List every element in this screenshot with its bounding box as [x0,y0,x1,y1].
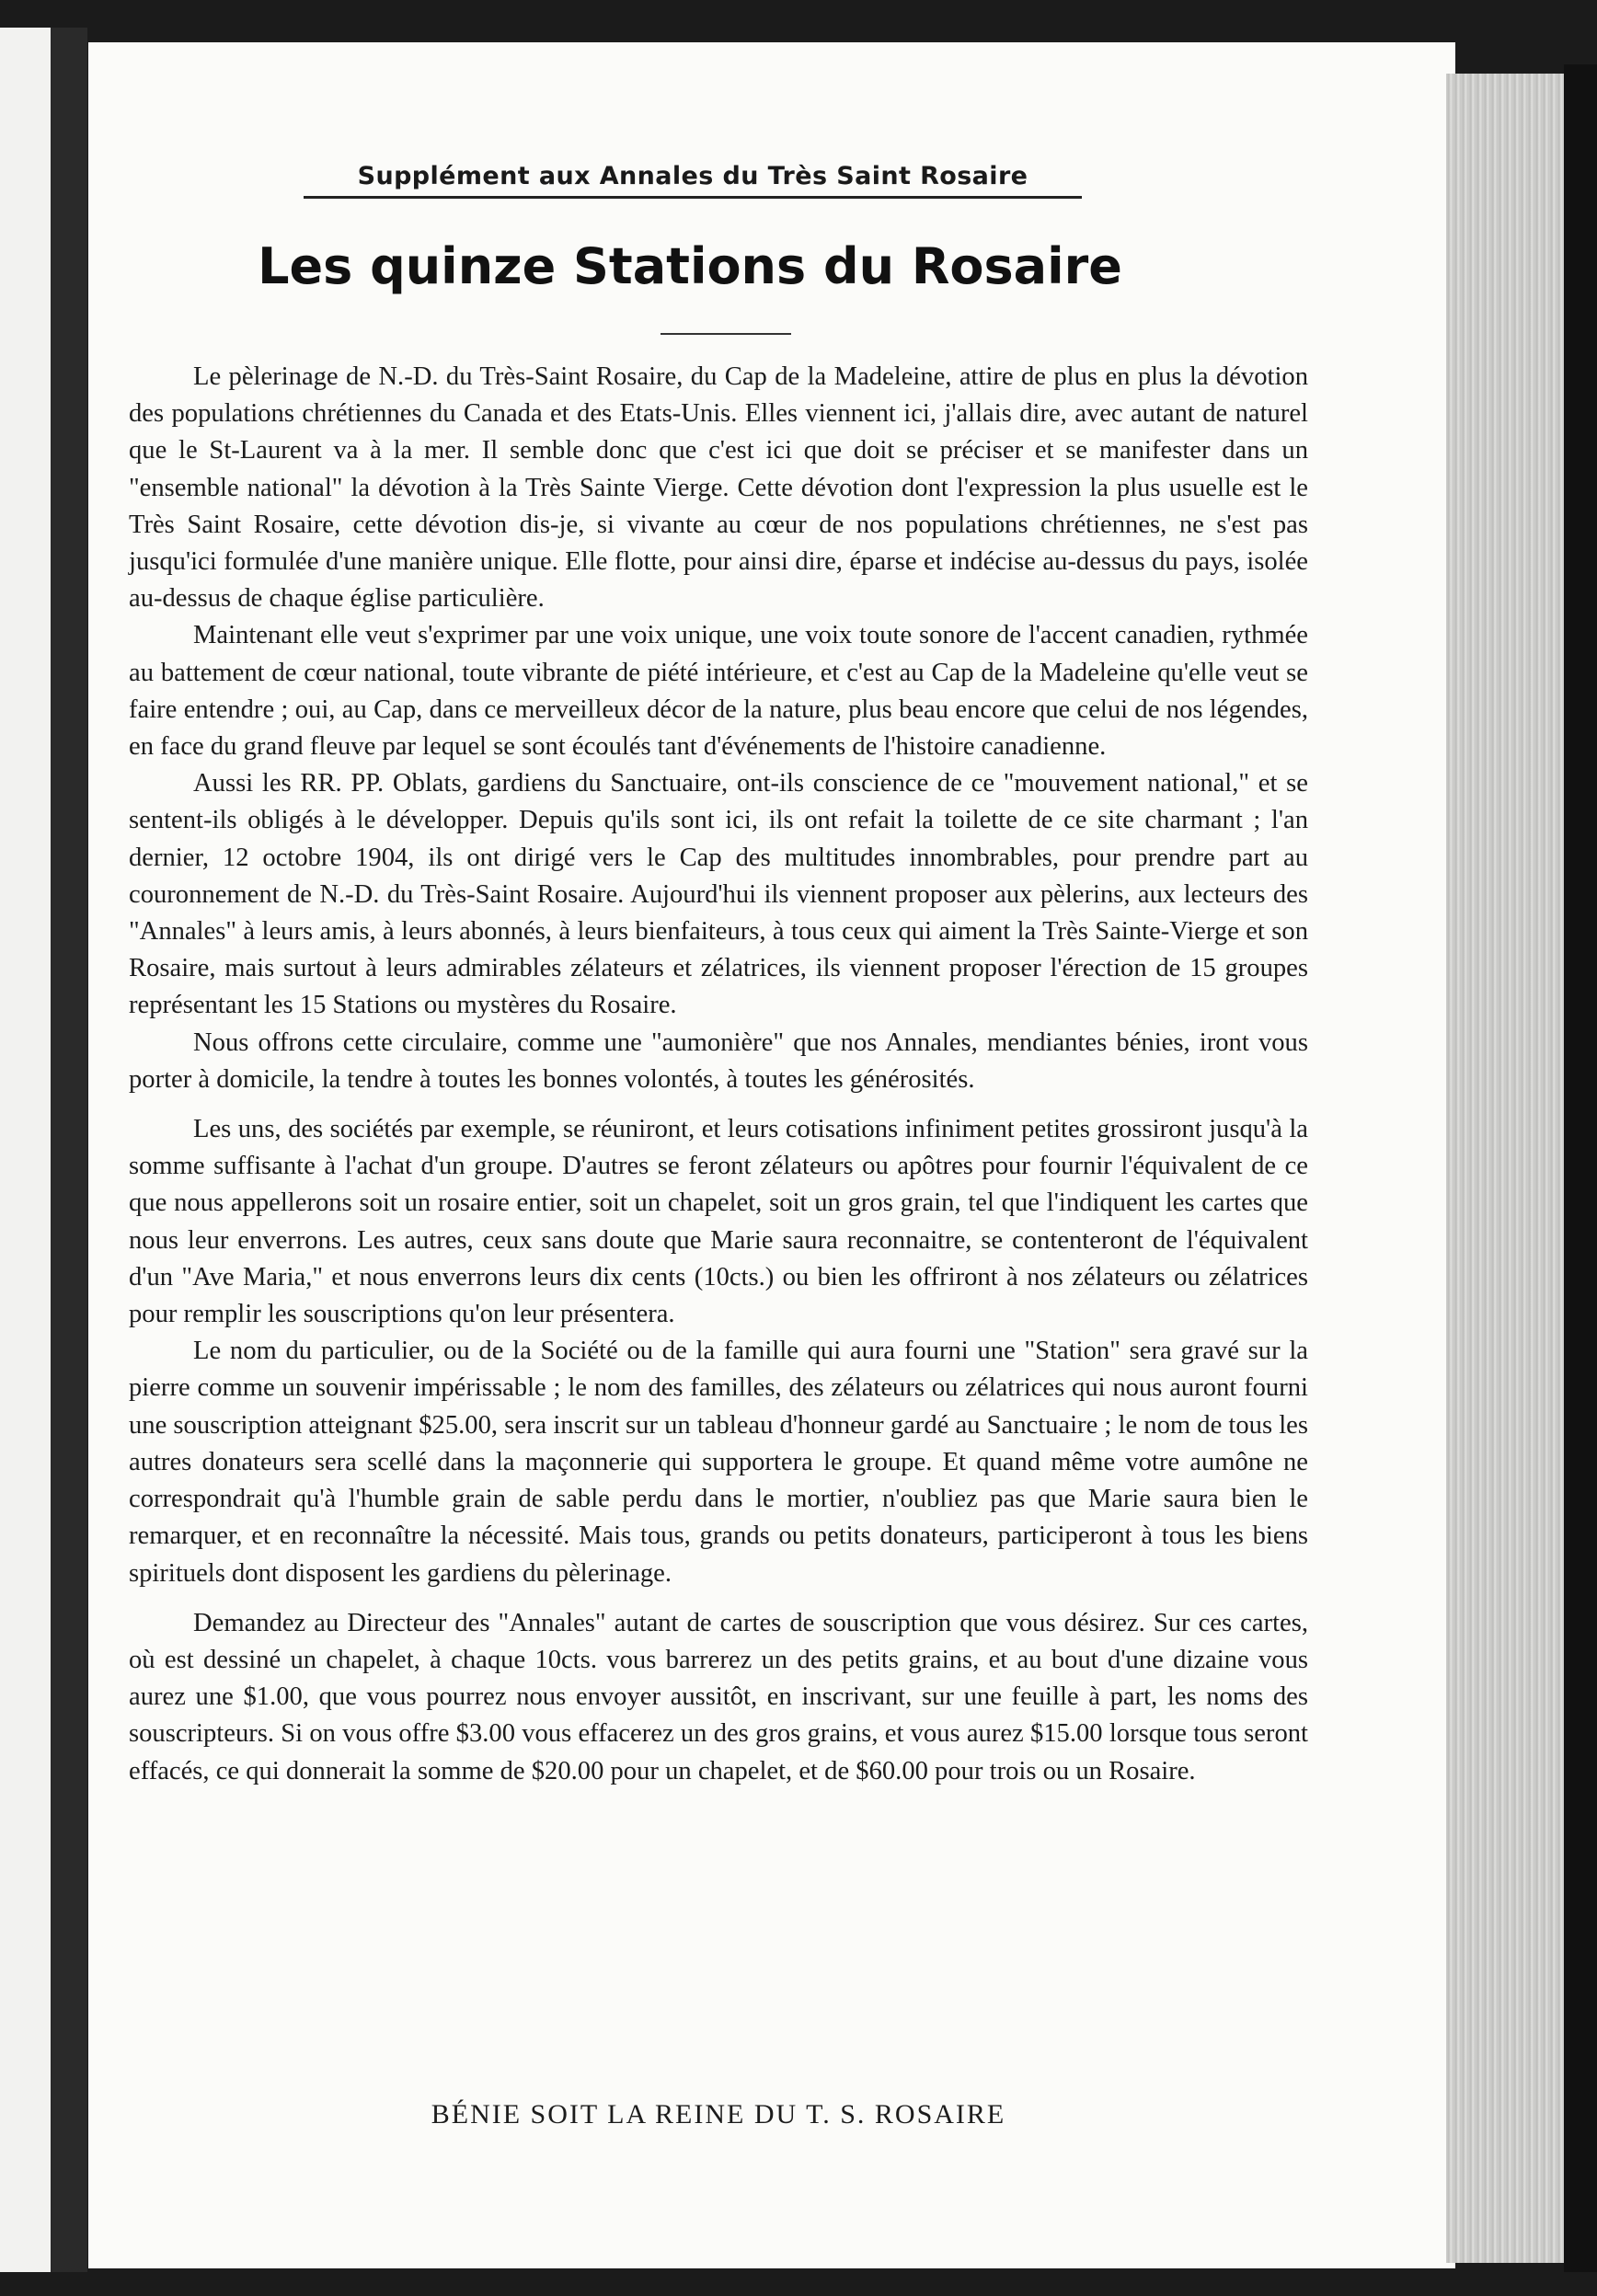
gutter-shadow [51,28,87,2272]
paragraph: Maintenant elle veut s'exprimer par une voix unique, une voix toute sonore de l'accent canadien, rythmée au battement de cœur national, toute vibrante de piété intérieure, et c'est au Cap de la Madeleine qu'elle veut se faire entendre ; oui, au Cap, dans ce merveilleux décor de la nature, plus beau encore que celui de nos légendes, en face du grand fleuve par lequel se sont écoulés tant d'événements de l'histoire canadienne. [129,621,1308,762]
page-stack-edge [1446,74,1566,2263]
paragraph: Les uns, des sociétés par exemple, se réuniront, et leurs cotisations infiniment petites grossiront jusqu'à la somme suffisante à l'achat d'un groupe. D'autres se feront zélateurs ou apôtres pour fournir l'équivalent de ce que nous appellerons soit un rosaire entier, soit un chapelet, soit un gros grain, tel que l'indiquent les cartes que nous leur enverrons. Les autres, ceux sans doute que Marie saura reconnaitre, se contenteront de l'équivalent d'un "Ave Maria," et nous enverrons leurs dix cents (10cts.) ou bien les offriront à nos zélateurs ou zélatrices pour remplir les souscriptions qu'on leur présentera. [129,1115,1308,1329]
paragraph: Nous offrons cette circulaire, comme une "aumonière" que nos Annales, mendiantes bénies, iront vous porter à domicile, la tendre à toutes les bonnes volontés, à toutes les générosités. [129,1027,1308,1094]
paragraph: Aussi les RR. PP. Oblats, gardiens du Sanctuaire, ont-ils conscience de ce "mouvement national," et se sentent-ils obligés à le développer. Depuis qu'ils sont ici, ils ont refait la toilette de ce site charmant ; l'an dernier, 12 octobre 1904, ils ont dirigé vers le Cap des multitudes innombrables, pour prendre part au couronnement de N.-D. du Très-Saint Rosaire. Aujourd'hui ils viennent proposer aux pèlerins, aux lecteurs des "Annales" à leurs amis, à leurs abonnés, à leurs bienfaiteurs, à tous ceux qui aiment la Très Sainte-Vierge et son Rosaire, mais surtout à leurs admirables zélateurs et zélatrices, ils viennent proposer l'érection de 15 groupes représentant les 15 Stations ou mystères du Rosaire. [129,769,1308,1020]
paragraph: Demandez au Directeur des "Annales" autant de cartes de souscription que vous désirez. Sur ces cartes, où est dessiné un chapelet, à chaque 10cts. vous barrerez un des petits grains, et au bout d'une dizaine vous aurez une $1.00, que vous pourrez nous envoyer aussitôt, en inscrivant, sur une feuille à part, les noms des souscripteurs. Si on vous offre $3.00 vous effacerez un des gros grains, et vous aurez $15.00 lorsque tous seront effacés, ce qui donnerait la somme de $20.00 pour un chapelet, et de $60.00 pour trois ou un Rosaire. [129,1608,1308,1785]
title-rule [661,333,791,335]
page-title: Les quinze Stations du Rosaire [258,237,1122,295]
body-text [129,359,1308,1790]
running-header: Supplément aux Annales du Très Saint Rosaire [304,162,1082,199]
closing-line: BÉNIE SOIT LA REINE DU T. S. ROSAIRE [431,2099,1006,2130]
paragraph: Le pèlerinage de N.-D. du Très-Saint Rosaire, du Cap de la Madeleine, attire de plus en plus la dévotion des populations chrétiennes du Canada et des Etats-Unis. Elles viennent ici, j'allais dire, avec autant de naturel que le St-Laurent va à la mer. Il semble donc que c'est ici que doit se préciser et se manifester dans un "ensemble national" la dévotion à la Très Sainte Vierge. Cette dévotion dont l'expression la plus usuelle est le Très Saint Rosaire, cette dévotion dis-je, si vivante au cœur de nos populations chrétiennes, ne s'est pas jusqu'ici formulée d'une manière unique. Elle flotte, pour ainsi dire, éparse et indécise au-dessus du pays, isolée au-dessus de chaque église particulière. [129,362,1308,614]
background-edge [1564,64,1597,2272]
paragraph: Le nom du particulier, ou de la Société ou de la famille qui aura fourni une "Station" sera gravé sur la pierre comme un souvenir impérissable ; le nom des familles, des zélateurs ou zélatrices qui nous auront fourni une souscription atteignant $25.00, sera inscrit sur un tableau d'honneur gardé au Sanctuaire ; le nom de tous les autres donateurs sera scellé dans la maçonnerie qui supportera le groupe. Et quand même votre aumône ne correspondrait qu'à l'humble grain de sable perdu dans le mortier, n'oubliez pas que Marie saura bien le remarquer, et en reconnaître la nécessité. Mais tous, grands ou petits donateurs, participeront à tous les biens spirituels dont disposent les gardiens du pèlerinage. [129,1337,1308,1588]
